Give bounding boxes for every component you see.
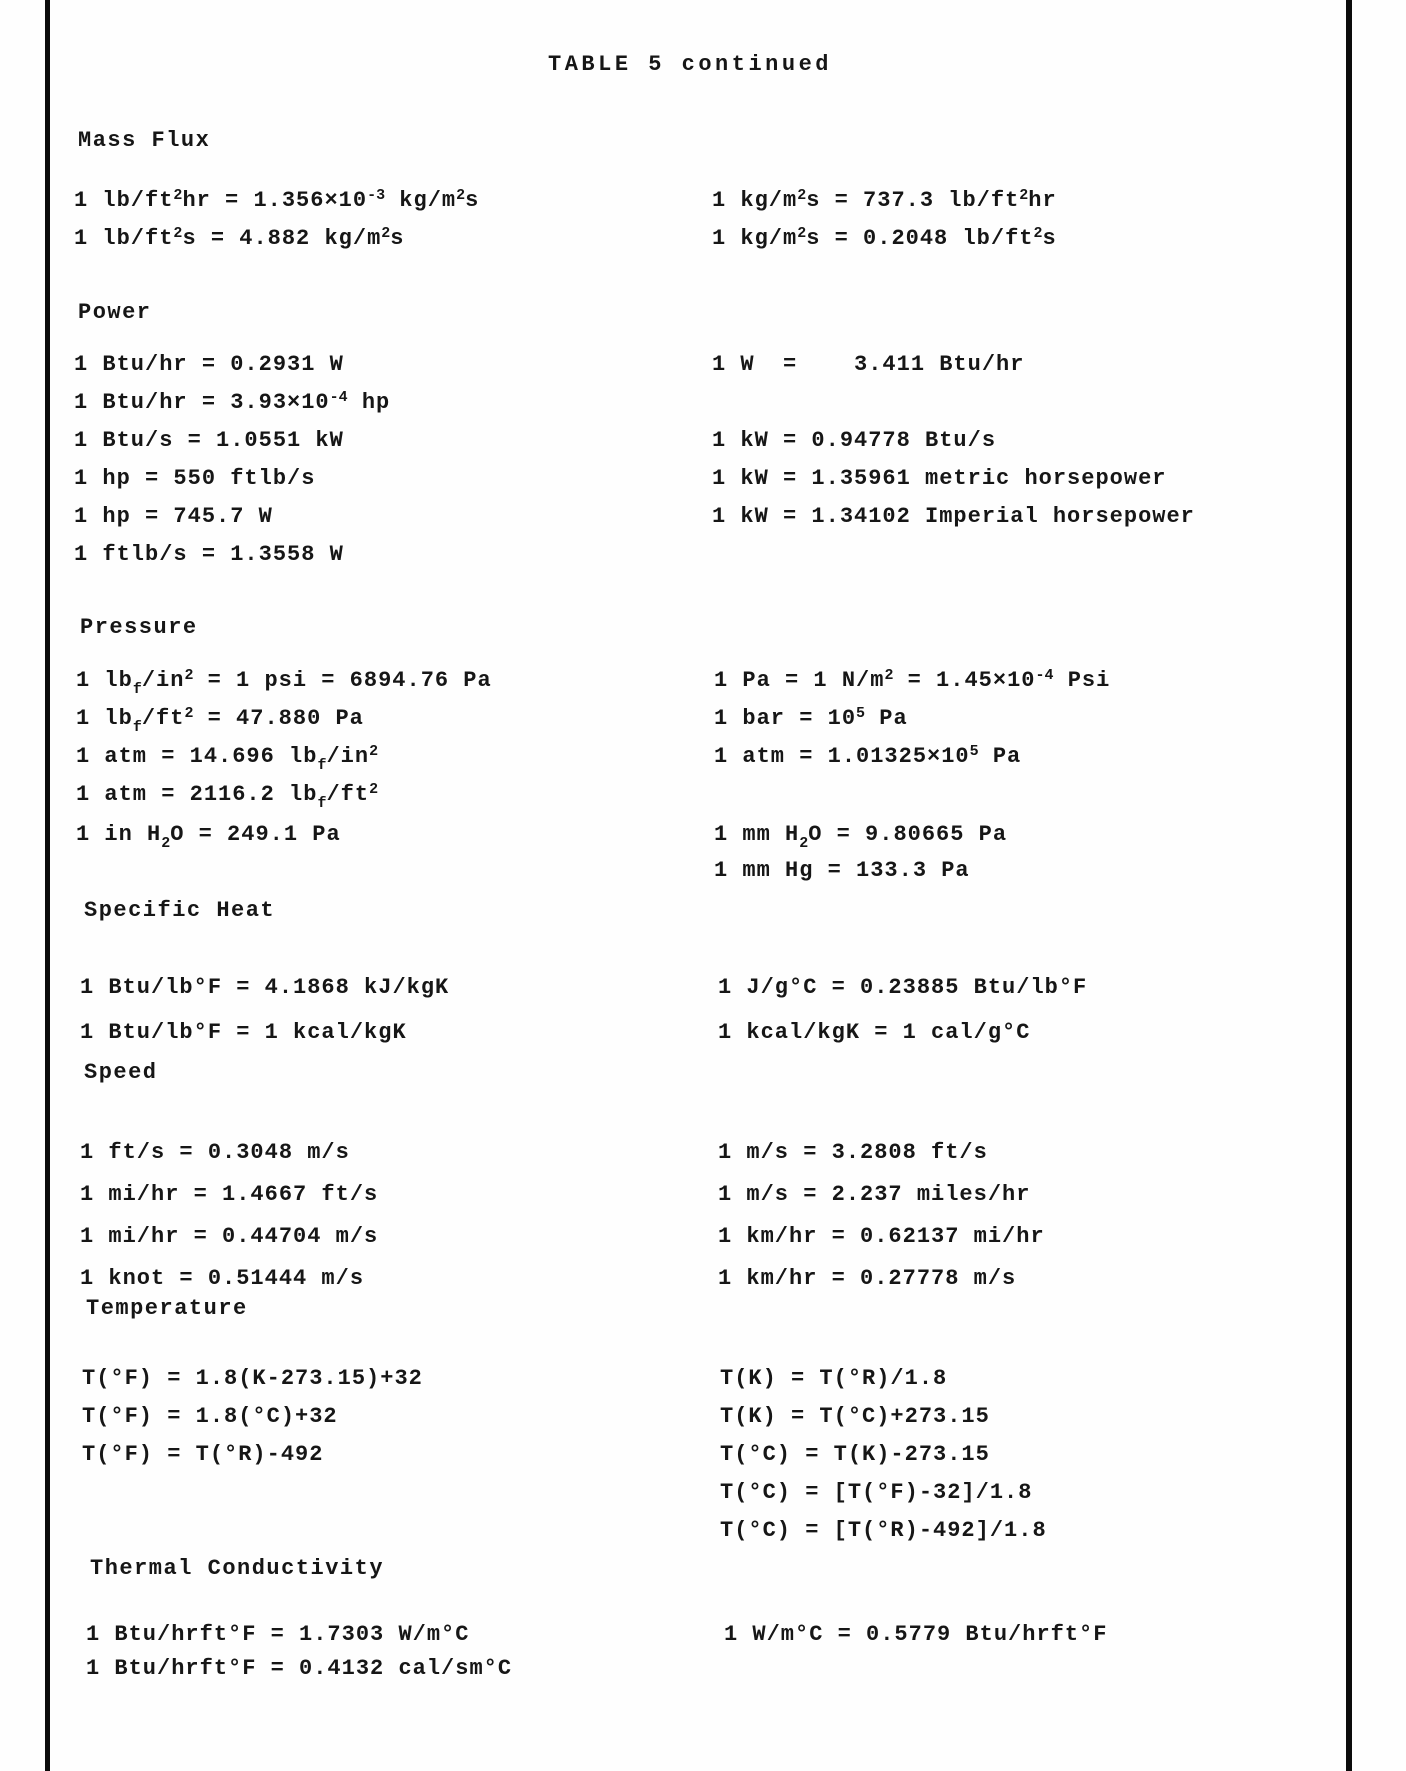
conversion-row <box>0 390 1406 422</box>
conversion-row <box>0 782 1406 814</box>
conversion-left: 1 atm = 2116.2 $lb_f/ft^2$ <box>76 781 379 812</box>
conversion-right: 1 W/m°C = 0.5779 Btu/hrft°F <box>724 1622 1108 1647</box>
conversion-row <box>0 858 1406 890</box>
conversion-row <box>0 1224 1406 1256</box>
conversion-right: 1 m/s = 3.2808 ft/s <box>718 1140 988 1165</box>
section-heading: Pressure <box>80 615 198 640</box>
conversion-row <box>0 744 1406 776</box>
section-heading: Power <box>78 300 152 325</box>
conversion-right: 1 $kg/m^2s = 737.3$ $lb/ft^2hr$ <box>712 187 1057 213</box>
conversion-row <box>0 542 1406 574</box>
conversion-row <box>0 975 1406 1007</box>
conversion-right: 1 km/hr = 0.62137 mi/hr <box>718 1224 1045 1249</box>
conversion-left: 1 Btu/lb°F = 4.1868 kJ/kgK <box>80 975 450 1000</box>
conversion-left: 1 hp = 550 ftlb/s <box>74 466 316 491</box>
conversion-row <box>0 188 1406 220</box>
conversion-right: 1 m/s = 2.237 miles/hr <box>718 1182 1031 1207</box>
conversion-row <box>0 1140 1406 1172</box>
conversion-right: T(K) = T(°C)+273.15 <box>720 1404 990 1429</box>
conversion-row <box>0 1622 1406 1654</box>
conversion-left: 1 mi/hr = 0.44704 m/s <box>80 1224 379 1249</box>
conversion-row <box>0 706 1406 738</box>
conversion-right: 1 J/g°C = 0.23885 Btu/lb°F <box>718 975 1088 1000</box>
conversion-left: 1 ftlb/s = 1.3558 W <box>74 542 344 567</box>
conversion-right: 1 atm = $1.01325\times 10^5$ Pa <box>714 743 1022 769</box>
conversion-row <box>0 1020 1406 1052</box>
conversion-right: 1 W = 3.411 Btu/hr <box>712 352 1025 377</box>
conversion-row <box>0 1366 1406 1398</box>
conversion-left: T(°F) = 1.8(K-273.15)+32 <box>82 1366 423 1391</box>
conversion-row <box>0 1480 1406 1512</box>
page-title: TABLE 5 continued <box>548 52 832 77</box>
conversion-row <box>0 822 1406 854</box>
conversion-row <box>0 466 1406 498</box>
conversion-right: 1 bar = $10^5$ Pa <box>714 705 908 731</box>
conversion-right: 1 kcal/kgK = 1 cal/g°C <box>718 1020 1031 1045</box>
conversion-right: T(°C) = T(K)-273.15 <box>720 1442 990 1467</box>
conversion-left: 1 mi/hr = 1.4667 ft/s <box>80 1182 379 1207</box>
conversion-left: 1 $lb_f/in^2 = 1$ psi = 6894.76 Pa <box>76 667 492 698</box>
conversion-row <box>0 1656 1406 1688</box>
conversion-right: 1 $kg/m^2s = 0.2048$ $lb/ft^2s$ <box>712 225 1057 251</box>
conversion-left: T(°F) = 1.8(°C)+32 <box>82 1404 338 1429</box>
section-heading: Temperature <box>86 1296 248 1321</box>
conversion-right: T(K) = T(°R)/1.8 <box>720 1366 948 1391</box>
conversion-left: 1 $lb/ft^2hr = 1.356\times 10^{-3}$ $kg/m^2s$ <box>74 187 480 213</box>
conversion-row <box>0 1442 1406 1474</box>
conversion-right: 1 km/hr = 0.27778 m/s <box>718 1266 1017 1291</box>
conversion-left: 1 in $H_2O = 249.1$ Pa <box>76 822 341 852</box>
section-heading: Mass Flux <box>78 128 211 153</box>
conversion-row <box>0 668 1406 700</box>
conversion-row <box>0 1404 1406 1436</box>
conversion-left: 1 $lb/ft^2s = 4.882$ $kg/m^2s$ <box>74 225 405 251</box>
conversion-row <box>0 428 1406 460</box>
conversion-right: T(°C) = [T(°R)-492]/1.8 <box>720 1518 1047 1543</box>
conversion-left: 1 knot = 0.51444 m/s <box>80 1266 365 1291</box>
conversion-left: 1 hp = 745.7 W <box>74 504 273 529</box>
conversion-left: 1 ft/s = 0.3048 m/s <box>80 1140 350 1165</box>
conversion-left: 1 Btu/lb°F = 1 kcal/kgK <box>80 1020 407 1045</box>
conversion-row <box>0 1266 1406 1298</box>
conversion-right: 1 kW = 0.94778 Btu/s <box>712 428 997 453</box>
conversion-row <box>0 352 1406 384</box>
conversion-row <box>0 1518 1406 1550</box>
conversion-right: 1 Pa = 1 $N/m^2 = 1.45\times 10^{-4}$ Psi <box>714 667 1111 693</box>
conversion-left: 1 Btu/hrft°F = 1.7303 W/m°C <box>86 1622 470 1647</box>
section-heading: Specific Heat <box>84 898 276 923</box>
conversion-left: 1 $Btu/hr = 3.93\times 10^{-4}$ hp <box>74 389 391 415</box>
conversion-left: 1 Btu/s = 1.0551 kW <box>74 428 344 453</box>
conversion-row <box>0 1182 1406 1214</box>
conversion-left: T(°F) = T(°R)-492 <box>82 1442 324 1467</box>
section-heading: Thermal Conductivity <box>90 1556 385 1581</box>
conversion-right: T(°C) = [T(°F)-32]/1.8 <box>720 1480 1033 1505</box>
conversion-left: 1 $lb_f/ft^2 = 47.880$ Pa <box>76 705 364 736</box>
conversion-left: 1 Btu/hrft°F = 0.4132 cal/sm°C <box>86 1656 513 1681</box>
conversion-right: 1 kW = 1.34102 Imperial horsepower <box>712 504 1195 529</box>
conversion-left: 1 atm = 14.696 $lb_f/in^2$ <box>76 743 379 774</box>
conversion-left: 1 Btu/hr = 0.2931 W <box>74 352 344 377</box>
conversion-right: 1 mm $H_2O = 9.80665$ Pa <box>714 822 1008 852</box>
conversion-row <box>0 504 1406 536</box>
conversion-row <box>0 226 1406 258</box>
conversion-right: 1 mm Hg = 133.3 Pa <box>714 858 970 883</box>
conversion-right: 1 kW = 1.35961 metric horsepower <box>712 466 1167 491</box>
section-heading: Speed <box>84 1060 158 1085</box>
